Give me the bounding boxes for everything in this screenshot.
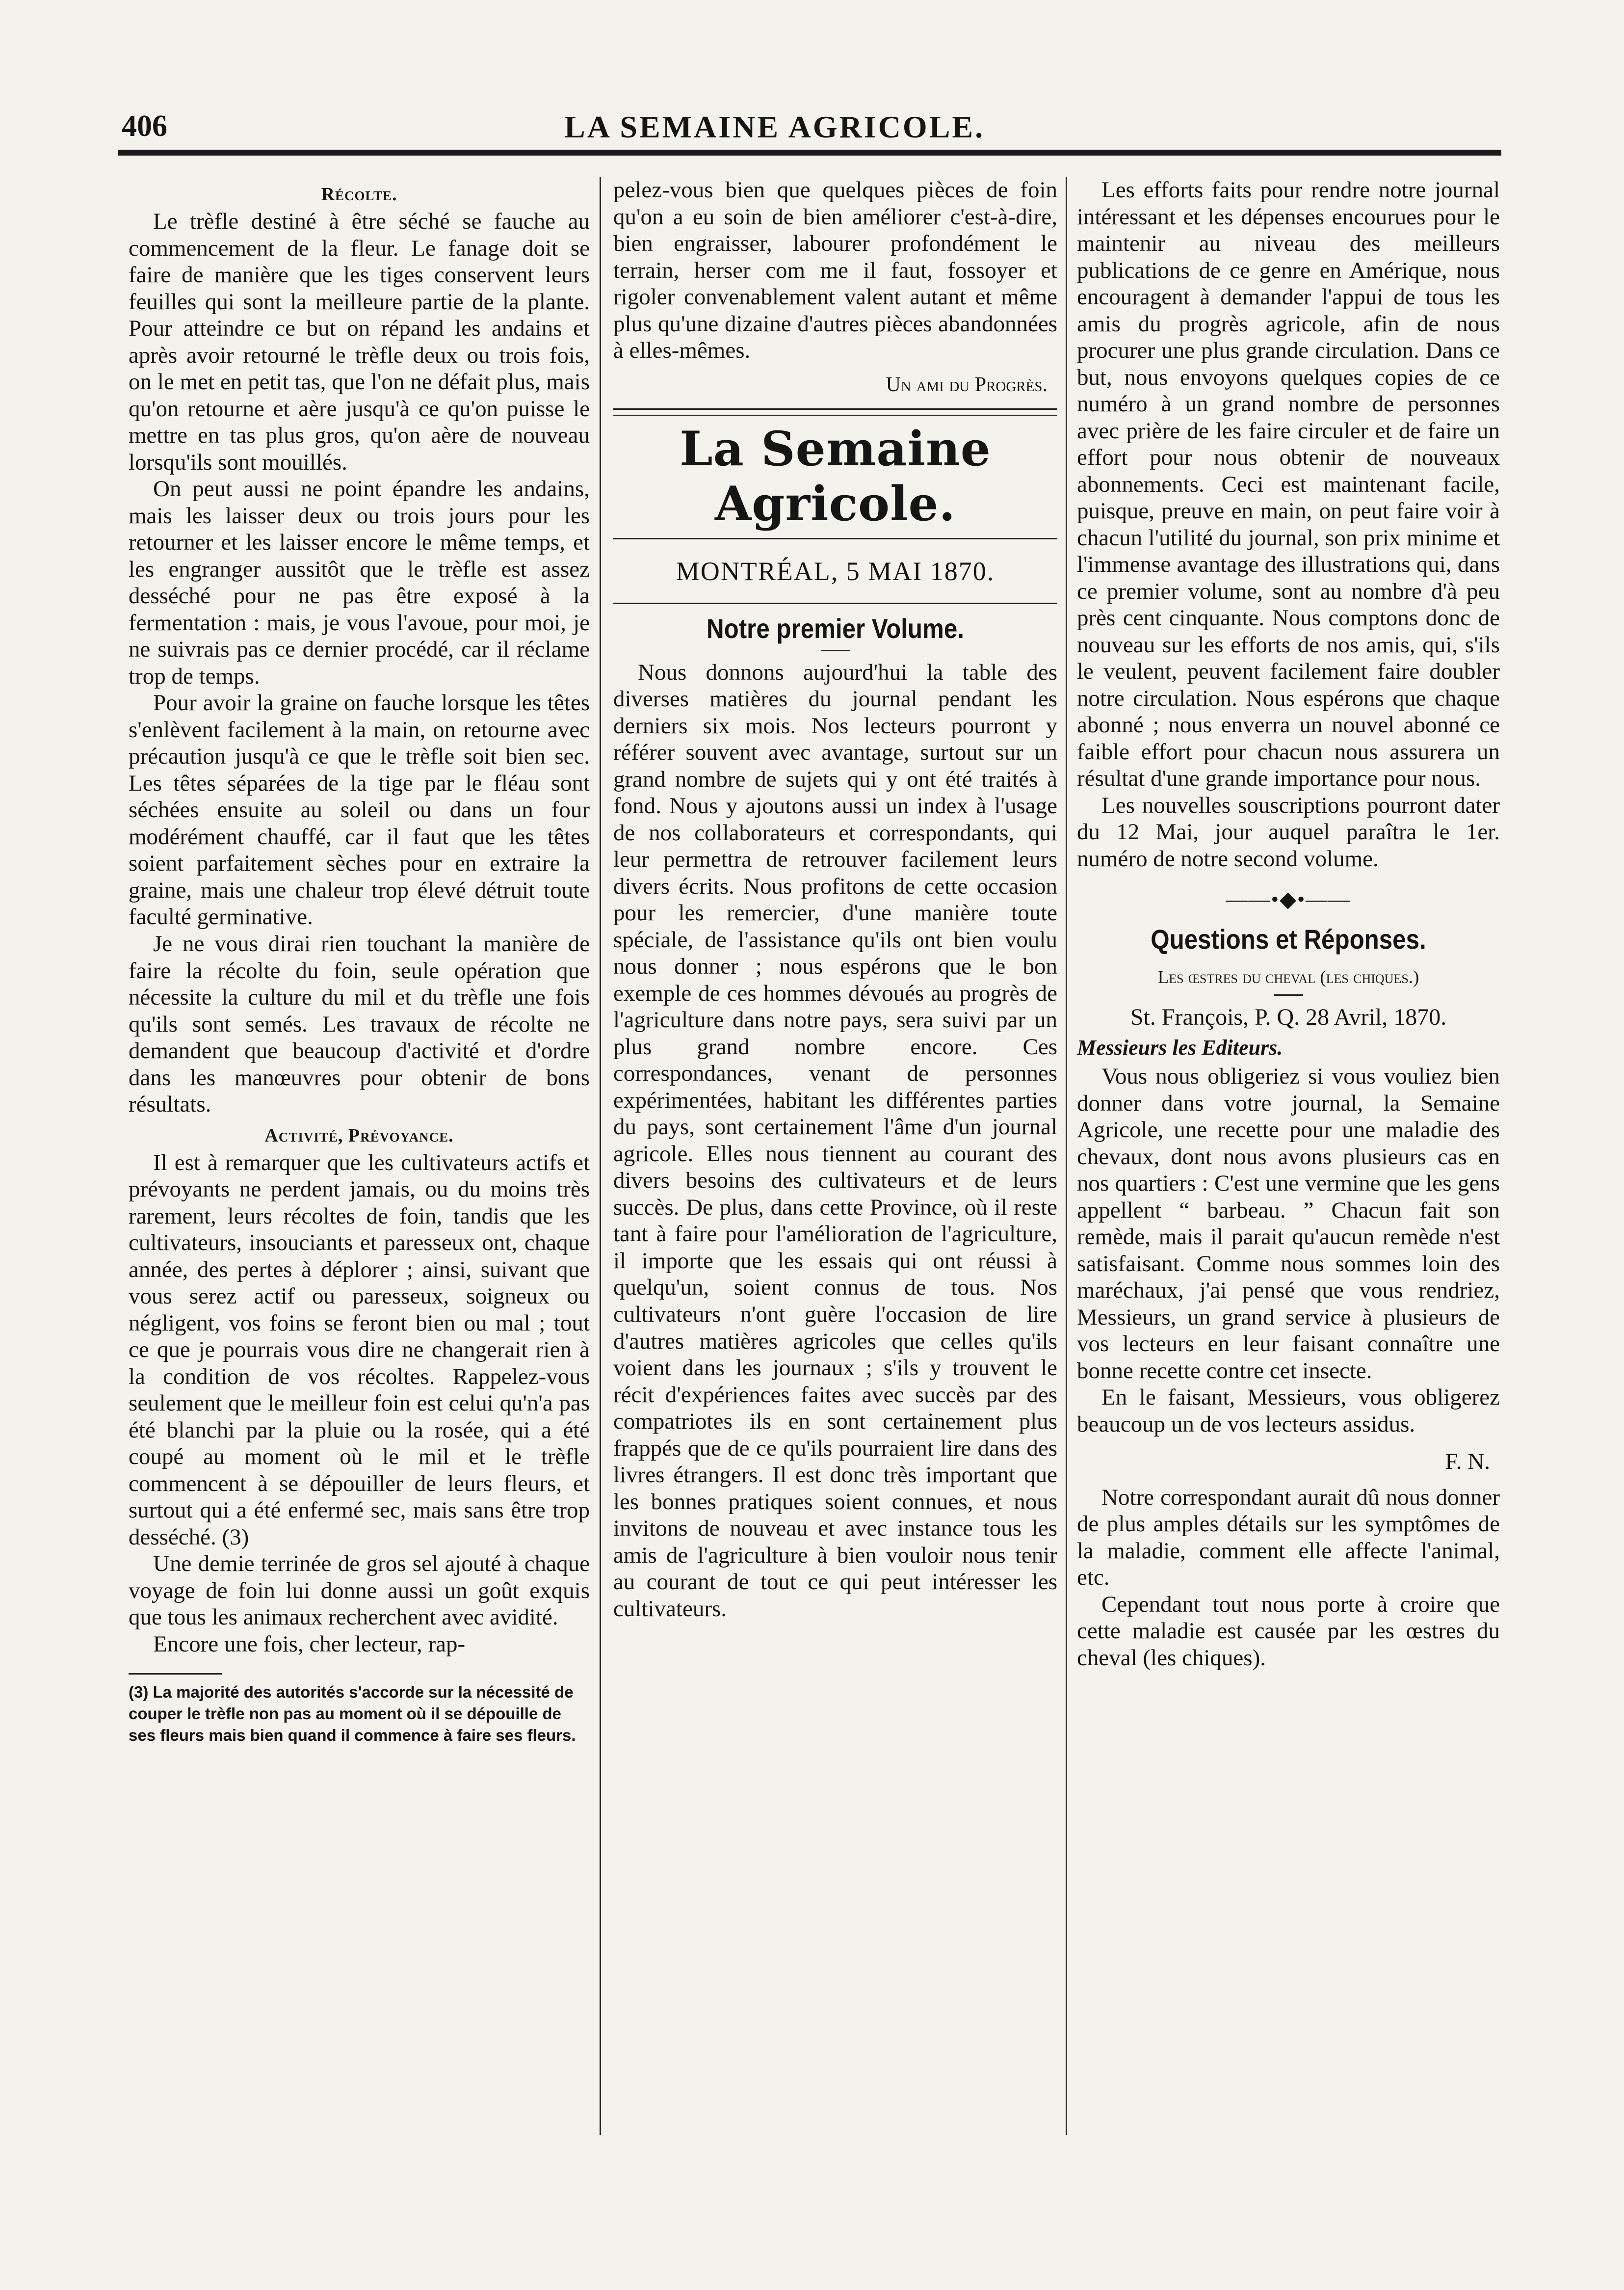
divider-dash	[821, 650, 850, 651]
paragraph: Une demie terrinée de gros sel ajouté à chaque voyage de foin lui donne aussi un goût exquis que tous les animaux recherchent avec avidité.	[129, 1551, 590, 1630]
rule	[613, 408, 1057, 410]
paragraph: Les efforts faits pour rendre notre journal intéressant et les dépenses encourues pour le maintenir au niveau des meilleurs publications de ce genre en Amérique, nous encouragent à demander l'appui de tous les amis du progrès agricole, afin de nous procurer une plus grande circulation. Dans ce but, nous envoyons quelques copies de ce numéro à un grand nombre de personnes avec prière de les faire circuler et de faire un effort pour nous obtenir de nouveaux abonnements. Ceci est maintenant facile, puisque, preuve en main, on peut faire voir à chacun l'utilité du journal, son prix minime et l'immense avantage des illustrations qui, dans ce premier volume, sont au nombre d'à peu près cent cinquante. Nous comptons donc de nouveau sur les efforts de nos amis, qui, s'ils le veulent, peuvent facilement faire doubler notre circulation. Nous espérons que chaque abonné ; nous enverra un nouvel abonné ce faible effort pour chacun nous assurera un résultat d'une grande importance pour nous.	[1077, 177, 1500, 792]
letter-place-date: St. François, P. Q. 28 Avril, 1870.	[1130, 1004, 1447, 1031]
page-number: 406	[122, 109, 167, 143]
divider-dash	[1274, 994, 1303, 996]
header-rule	[118, 150, 1501, 156]
column-right	[1077, 177, 1500, 1671]
paragraph: Pour avoir la graine on fauche lorsque les têtes s'enlèvent facilement à la main, on retourne avec précaution jusqu'à ce que le trèfle soit bien sec. Les têtes séparées de la tige par le fléau sont séchées ensuite au soleil ou dans un four modérément chauffé, car il faut que les têtes soient parfaitement sèches pour en extraire la graine, mais une chaleur trop élevé détruit toute faculté germinative.	[129, 690, 590, 930]
column-divider	[600, 177, 601, 2135]
paragraph: On peut aussi ne point épandre les andains, mais les laisser deux ou trois jours pour les retourner et les laisser encore le même temps, et les engranger aussitôt que le trèfle est assez desséché pour ne pas être exposé à la fermentation : mais, je vous l'avoue, pour moi, je ne suivrais pas ce dernier procédé, car il réclame trop de temps.	[129, 476, 590, 689]
section-heading: Récolte.	[321, 184, 397, 205]
paragraph: Encore une fois, cher lecteur, rap-	[153, 1631, 466, 1657]
letter-salutation: Messieurs les Editeurs.	[1077, 1035, 1283, 1060]
paragraph: Le trèfle destiné à être séché se fauche au commencement de la fleur. Le fanage doit se faire de manière que les tiges conservent leurs feuilles qui sont la meilleure partie de la plante. Pour atteindre ce but on répand les andains et après avoir retourné le trèfle deux ou trois fois, on le met en petit tas, que l'on ne défait plus, mais qu'on retourne et aère jusqu'à ce qu'on puisse le mettre en tas plus gros, qu'on aère de nouveau lorsqu'ils sont mouillés.	[129, 209, 590, 475]
masthead: La Semaine Agricole.	[680, 421, 991, 532]
footnote: (3) La majorité des autorités s'accorde sur la nécessité de couper le trèfle non pas au moment où il se dépouille de ses fleurs mais bien quand il commence à faire ses fleurs.	[129, 1683, 576, 1745]
paragraph: Notre correspondant aurait dû nous donner de plus amples détails sur les symptômes de la maladie, comment elle affecte l'animal, etc.	[1077, 1484, 1500, 1591]
dateline: MONTRÉAL, 5 MAI 1870.	[676, 557, 995, 586]
rule	[613, 538, 1057, 539]
paragraph: Je ne vous dirai rien touchant la manière de faire la récolte du foin, seule opération que nécessite la culture du mil et du trèfle une fois qu'ils sont semés. Les travaux de récolte ne demandent que beaucoup d'activité et d'ordre dans les manœuvres pour obtenir de bons résultats.	[129, 931, 590, 1118]
ornament-divider: ——•◆•——	[1226, 887, 1351, 912]
paragraph: Nous donnons aujourd'hui la table des diverses matières du journal pendant les derniers six mois. Nos lecteurs pourront y référer souvent avec avantage, surtout sur un grand nombre de sujets qui y ont été traités à fond. Nous y ajoutons aussi un index à l'usage de nos collaborateurs et correspondants, qui leur permettra de retrouver facilement leurs divers écrits. Nous profitons de cette occasion pour les remercier, d'une manière toute spéciale, de l'assistance qu'ils ont bien voulu nous donner ; nous espérons que le bon exemple de ces hommes dévoués au progrès de l'agriculture dans notre pays, sera suivi par un plus grand nombre encore. Ces correspondances, venant de personnes expérimentées, habitant les différentes parties du pays, sont certainement l'âme d'un journal agricole. Elles nous tiennent au courant des divers besoins des cultivateurs et de leurs succès. De plus, dans cette Province, où il reste tant à faire pour l'amélioration de l'agriculture, il importe que les essais qui ont réussi à quelqu'un, soient connus de tous. Nos cultivateurs n'ont guère l'occasion de lire d'autres matières agricoles que celles qu'ils voient dans les journaux ; s'ils y trouvent le récit d'expériences faites avec succès par des compatriotes ils en sont certainement plus frappés que de ce qu'ils pourraient lire dans des livres étrangers. Il est donc très important que les bonnes pratiques soient connues, et nous invitons de nouveau et avec instance tous les amis de l'agriculture à bien vouloir nous tenir au courant de tout ce qui peut intéresser les cultivateurs.	[613, 659, 1057, 1622]
article-headline: Questions et Réponses.	[1151, 924, 1426, 955]
letter-signature: F. N.	[1445, 1449, 1490, 1475]
rule	[613, 603, 1057, 604]
rule	[613, 415, 1057, 416]
paragraph: Il est à remarquer que les cultivateurs actifs et prévoyants ne perdent jamais, ou du moins très rarement, leurs récoltes de foin, tandis que les cultivateurs, insouciants et paresseux ont, chaque année, des pertes à déplorer ; ainsi, suivant que vous serez actif ou paresseux, soigneux ou négligent, vos foins se feront bien ou mal ; tout ce que je pourrais vous dire ne changerait rien à la condition de vos récoltes. Rappelez-vous seulement que le meilleur foin est celui qu'n'a pas été blanchi par la pluie ou la rosée, qui a été coupé au moment où le mil et le trèfle commencent à se dépouiller de leurs fleurs, et surtout qui a été enfermé sec, mais sans être trop desséché. (3)	[129, 1149, 590, 1550]
paragraph: En le faisant, Messieurs, vous obligerez beaucoup un de vos lecteurs assidus.	[1077, 1385, 1500, 1437]
article-headline: Notre premier Volume.	[707, 612, 964, 644]
column-middle	[613, 177, 1057, 1622]
paragraph: Vous nous obligeriez si vous vouliez bien donner dans votre journal, la Semaine Agricole, une recette pour une maladie des chevaux, dont nous avons plusieurs cas en nos quartiers : C'est une vermine que les gens appellent “ barbeau. ” Chacun fait son remède, mais il parait qu'aucun remède n'est satisfaisant. Comme nous sommes loin des maréchaux, j'ai pensé que vous rendriez, Messieurs, un grand service à plusieurs de vos lecteurs en leur faisant connaître une bonne recette contre cet insecte.	[1077, 1064, 1500, 1384]
paragraph: Les nouvelles souscriptions pourront dater du 12 Mai, jour auquel paraîtra le 1er. numéro de notre second volume.	[1077, 792, 1500, 872]
section-heading: Activité, Prévoyance.	[264, 1125, 454, 1146]
article-signature: Un ami du Progrès.	[886, 373, 1048, 396]
column-divider	[1066, 177, 1067, 2135]
running-head: LA SEMAINE AGRICOLE.	[564, 109, 985, 144]
paragraph: pelez-vous bien que quelques pièces de foin qu'on a eu soin de bien améliorer c'est-à-dire, bien engraisser, labourer profondément le terrain, herser com me il faut, fossoyer et rigoler convenablement valent autant et même plus qu'une dizaine d'autres pièces abandonnées à elles-mêmes.	[613, 177, 1057, 364]
paragraph: Cependant tout nous porte à croire que cette maladie est causée par les œstres du cheval (les chiques).	[1077, 1591, 1500, 1671]
footnote-rule	[129, 1673, 222, 1675]
column-left	[129, 177, 590, 1746]
article-subtitle: Les œstres du cheval (les chiques.)	[1157, 967, 1419, 988]
